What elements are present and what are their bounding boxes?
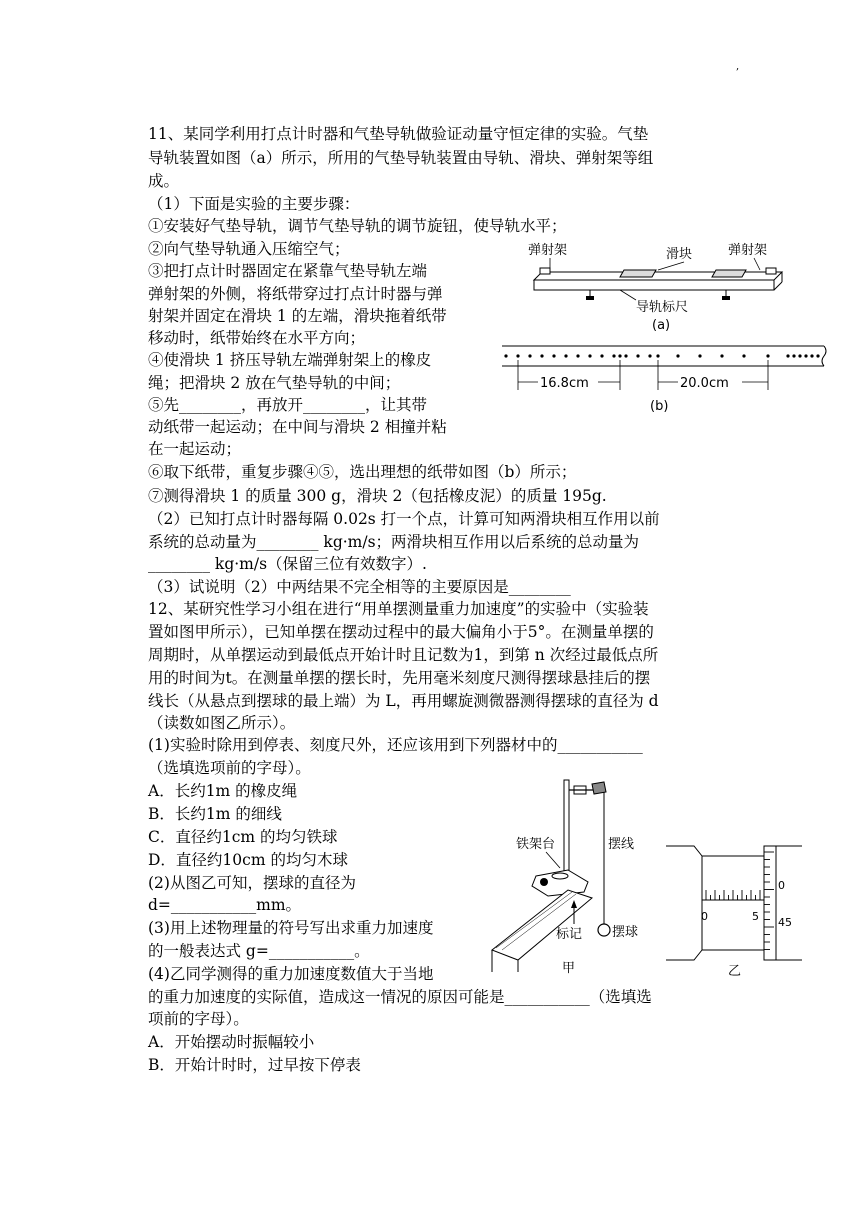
text-line: ⑤先________，再放开________，让其带: [148, 396, 428, 414]
tape-dot: [528, 354, 531, 357]
stand-label: 铁架台: [516, 837, 556, 852]
figure-yi-caption: 乙: [728, 964, 742, 979]
track-scale-label: 导轨标尺: [636, 300, 689, 315]
tape-dot: [552, 354, 555, 357]
tape-dot: [618, 354, 621, 357]
tape-dot: [792, 354, 795, 357]
text-line: 系统的总动量为________ kg·m/s；两滑块相互作用以后系统的总动量为: [148, 533, 640, 551]
sleeve-five-label: 5: [752, 910, 759, 923]
text-line: 11、某同学利用打点计时器和气垫导轨做验证动量守恒定律的实验。气垫: [148, 125, 649, 143]
text-line: 12、某研究性学习小组在进行“用单摆测量重力加速度”的实验中（实验装: [148, 600, 649, 618]
option-c: C．直径约1cm 的均匀铁球: [148, 828, 338, 846]
text-line: 成。: [148, 172, 180, 190]
tape-dot: [504, 354, 507, 357]
figure-b-caption: (b): [650, 399, 669, 414]
text-line: (3)用上述物理量的符号写出求重力加速度: [148, 919, 434, 937]
text-line: 的一般表达式 g=___________。: [148, 942, 370, 960]
text-line: 射架并固定在滑块 1 的左端，滑块拖着纸带: [148, 307, 447, 325]
text-line: 项前的字母）。: [148, 1010, 249, 1028]
tape-dot: [766, 354, 769, 357]
tape-dot: [698, 354, 701, 357]
left-launcher-label: 弹射架: [528, 243, 568, 258]
sleeve-zero-label: 0: [701, 910, 708, 923]
figure-b-paper-tape: [502, 342, 832, 416]
text-line: 动纸带一起运动；在中间与滑块 2 相撞并粘: [148, 418, 447, 436]
figure-a-caption: (a): [652, 318, 671, 332]
text-line: (1)实验时除用到停表、刻度尺外，还应该用到下列器材中的___________: [148, 736, 643, 754]
text-line: ⑦测得滑块 1 的质量 300 g，滑块 2（包括橡皮泥）的质量 195g.: [148, 487, 607, 505]
tape-dot: [516, 354, 519, 357]
tape-dot: [564, 354, 567, 357]
tape-dot: [804, 354, 807, 357]
tape-dot: [798, 354, 801, 357]
string-label: 摆线: [608, 837, 635, 852]
text-line: 绳；把滑块 2 放在气垫导轨的中间；: [148, 374, 401, 392]
option-a: A．开始摆动时振幅较小: [148, 1033, 315, 1051]
distance-2-label: 20.0cm: [680, 376, 729, 391]
text-line: 移动时，纸带始终在水平方向；: [148, 329, 366, 347]
text-line: （读数如图乙所示）。: [148, 714, 296, 732]
tape-dot: [636, 354, 639, 357]
option-d: D．直径约10cm 的均匀木球: [148, 851, 348, 869]
tape-dot: [720, 354, 723, 357]
tape-dot: [742, 354, 745, 357]
text-line: (2)从图乙可知，摆球的直径为: [148, 874, 356, 892]
distance-1-label: 16.8cm: [540, 376, 589, 391]
text-line: 弹射架的外侧，将纸带穿过打点计时器与弹: [148, 285, 443, 303]
text-line: ⑥取下纸带，重复步骤④⑤，选出理想的纸带如图（b）所示；: [148, 463, 577, 481]
figure-yi-micrometer: [664, 838, 804, 980]
text-line: ①安装好气垫导轨，调节气垫导轨的调节旋钮，使导轨水平；: [148, 217, 567, 235]
text-line: 在一起运动；: [148, 440, 242, 458]
text-line: ③把打点计时器固定在紧靠气垫导轨左端: [148, 262, 428, 280]
thimble-45-label: 45: [778, 916, 792, 929]
tape-dot: [816, 354, 819, 357]
text-line: ________ kg·m/s（保留三位有效数字）.: [148, 555, 427, 573]
text-line: 的重力加速度的实际值，造成这一情况的原因可能是___________（选填选: [148, 988, 652, 1006]
tape-dot: [676, 354, 679, 357]
thimble-zero-label: 0: [778, 879, 785, 892]
text-line: 置如图甲所示），已知单摆在摆动过程中的最大偏角小于5°。在测量单摆的: [148, 623, 654, 641]
right-launcher-label: 弹射架: [728, 243, 768, 258]
text-line: 线长（从悬点到摆球的最上端）为 L，再用螺旋测微器测得摆球的直径为 d: [148, 692, 659, 710]
option-b: B．开始计时时，过早按下停表: [148, 1056, 361, 1074]
tape-dot: [576, 354, 579, 357]
text-line: （1）下面是实验的主要步骤：: [148, 195, 360, 213]
mark-label: 标记: [556, 927, 583, 942]
text-line: （3）试说明（2）中两结果不完全相等的主要原因是________: [148, 578, 571, 596]
text-line: （选填选项前的字母）。: [148, 759, 311, 777]
tape-dot: [588, 354, 591, 357]
ball-label: 摆球: [612, 925, 639, 940]
tape-dot: [656, 354, 659, 357]
text-line: 周期时，从单摆运动到最低点开始计时且记数为1，到第 n 次经过最低点所: [148, 646, 659, 664]
tape-dot: [540, 354, 543, 357]
tape-dot: [600, 354, 603, 357]
text-line: 导轨装置如图（a）所示，所用的气垫导轨装置由导轨、滑块、弹射架等组: [148, 149, 654, 167]
text-line: (4)乙同学测得的重力加速度数值大于当地: [148, 965, 434, 983]
text-line: ④使滑块 1 挤压导轨左端弹射架上的橡皮: [148, 351, 432, 369]
figure-jia-caption: 甲: [562, 961, 576, 976]
text-line: ②向气垫导轨通入压缩空气；: [148, 240, 350, 258]
tape-dot: [810, 354, 813, 357]
option-a: A．长约1m 的橡皮绳: [148, 782, 298, 800]
text-line: （2）已知打点计时器每隔 0.02s 打一个点，计算可知两滑块相互作用以前: [148, 510, 660, 528]
tape-dot: [648, 354, 651, 357]
slider-label: 滑块: [666, 247, 693, 262]
tape-dot: [786, 354, 789, 357]
page-mark: ,: [736, 61, 740, 72]
option-b: B．长约1m 的细线: [148, 805, 282, 823]
tape-dot: [624, 354, 627, 357]
figure-a-air-track: [520, 238, 790, 332]
tape-dot: [612, 354, 615, 357]
text-line: d=___________mm。: [148, 896, 302, 914]
text-line: 用的时间为t。在测量单摆的摆长时，先用毫米刻度尺测得摆球悬挂后的摆: [148, 669, 651, 687]
figure-jia-pendulum: [488, 772, 658, 980]
